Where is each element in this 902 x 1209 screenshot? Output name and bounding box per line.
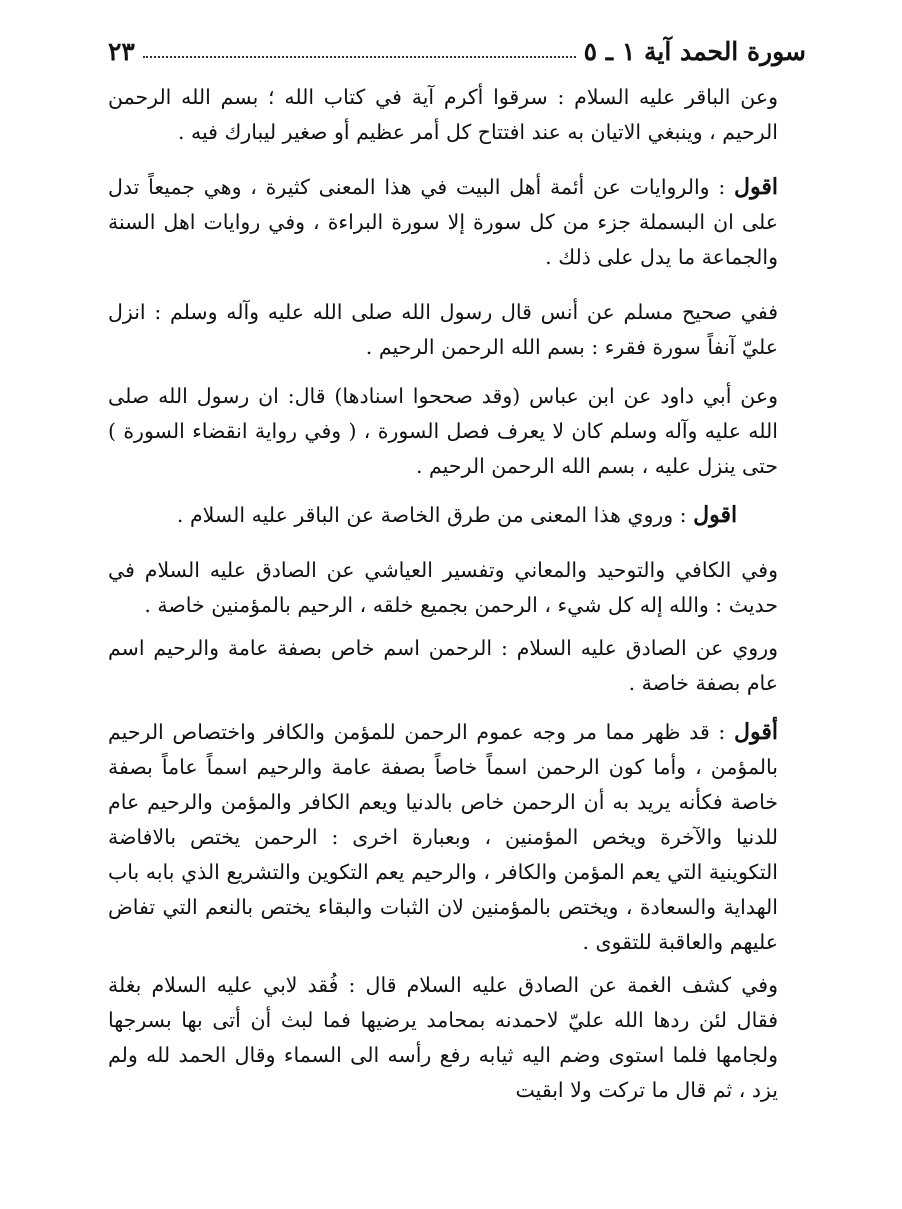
comment-lead: أقول xyxy=(734,719,778,745)
paragraph-comment-3: أقول : قد ظهر مما مر وجه عموم الرحمن للمؤمن والكافر واختصاص الرحيم بالمؤمن ، وأما كون الرحمن اسماً خاصاً بصفة عامة والرحيم اسماً عاماً بصفة خاصة فكأنه يريد به أن الرحمن خاص بالدنيا ويعم الكافر والمؤمن والرحيم عام للدنيا والآخرة ويخص المؤمنين ، وبعبارة اخرى : الرحمن يختص بالافاضة التكوينية التي يعم المؤمن والكافر ، والرحيم يعم التكوين والتشريع الذي بابه باب الهداية والسعادة ، ويختص بالمؤمنين لان الثبات والبقاء يختص بالنعم التي تفاض عليهم والعاقبة للتقوى . xyxy=(108,719,778,954)
comment-lead: اقول xyxy=(734,174,778,200)
comment-lead: اقول xyxy=(693,502,738,528)
paragraph-sadiq: وروي عن الصادق عليه السلام : الرحمن اسم خاص بصفة عامة والرحيم اسم عام بصفة خاصة . xyxy=(108,636,778,695)
paragraph-abu-dawud: وعن أبي داود عن ابن عباس (وقد صححوا اسنادها) قال: ان رسول الله صلى الله عليه وآله وسلم كان لا يعرف فصل السورة ، ( وفي رواية انقضاء السورة ) حتى ينزل عليه ، بسم الله الرحمن الرحيم . xyxy=(108,384,778,478)
paragraph-baqir: وعن الباقر عليه السلام : سرقوا أكرم آية في كتاب الله ؛ بسم الله الرحمن الرحيم ، وينبغي الاتيان به عند افتتاح كل أمر عظيم أو صغير ليبارك فيه . xyxy=(108,85,778,144)
surah-title: سورة الحمد آية ١ ـ ٥ xyxy=(583,37,806,66)
paragraph-kafi: وفي الكافي والتوحيد والمعاني وتفسير العياشي عن الصادق عليه السلام في حديث : والله إله كل شيء ، الرحمن بجميع خلقه ، الرحيم بالمؤمنين خاصة . xyxy=(108,558,778,617)
dotted-leader xyxy=(143,56,576,58)
paragraph-comment-1: اقول : والروايات عن أئمة أهل البيت في هذا المعنى كثيرة ، وهي جميعاً تدل على ان البسملة جزء من كل سورة إلا سورة البراءة ، وفي روايات اهل السنة والجماعة ما يدل على ذلك . xyxy=(108,174,778,269)
running-header xyxy=(108,28,806,66)
paragraph-kashf-al-ghumma: وفي كشف الغمة عن الصادق عليه السلام قال : فُقد لابي عليه السلام بغلة فقال لئن ردها الله عليّ لاحمدنه بمحامد يرضيها فما لبث أن أتى بها بسرجها ولجامها فلما استوى وضم اليه ثيابه رفع رأسه الى السماء وقال الحمد لله ولم يزد ، ثم قال ما تركت ولا ابقيت xyxy=(108,973,778,1102)
paragraph-muslim: ففي صحيح مسلم عن أنس قال رسول الله صلى الله عليه وآله وسلم : انزل عليّ آنفاً سورة فقرء : بسم الله الرحمن الرحيم . xyxy=(108,300,778,359)
page-number: ٢٣ xyxy=(108,37,135,66)
paragraph-comment-2: اقول : وروي هذا المعنى من طرق الخاصة عن الباقر عليه السلام . xyxy=(176,502,738,528)
